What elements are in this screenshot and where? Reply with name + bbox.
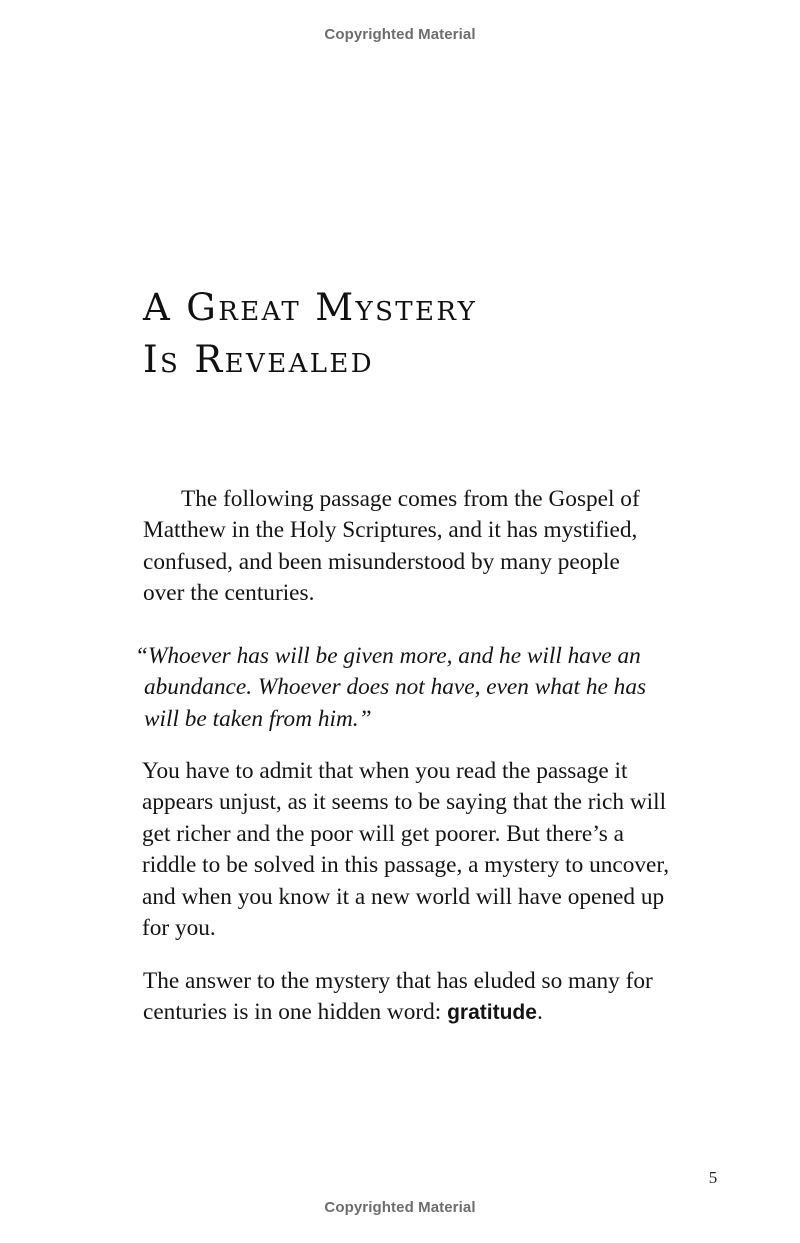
chapter-title — [143, 282, 477, 386]
explanation-line: You have to admit that when you read the passage it — [142, 758, 628, 784]
answer-line — [143, 997, 743, 1028]
answer-paragraph — [143, 966, 743, 1029]
intro-paragraph — [143, 484, 743, 610]
explanation-line: appears unjust, as it seems to be saying that the rich will — [142, 789, 667, 816]
answer-line-period: . — [536, 999, 543, 1026]
quote-line: abundance. Whoever does not have, even what he has — [144, 674, 647, 701]
answer-line-text: centuries is in one hidden word: — [143, 999, 448, 1026]
intro-line: over the centuries. — [143, 580, 315, 607]
quote-line: “Whoever has will be given more, and he will have an — [135, 643, 641, 669]
hidden-word: gratitude — [447, 1001, 537, 1025]
explanation-line: for you. — [142, 915, 216, 942]
explanation-line: riddle to be solved in this passage, a mystery to uncover, — [142, 852, 670, 879]
answer-line: The answer to the mystery that has eluded so many for — [143, 968, 653, 994]
quote-line: will be taken from him.” — [144, 705, 372, 732]
explanation-line: get richer and the poor will get poorer. But there’s a — [142, 820, 624, 847]
explanation-line: and when you know it a new world will have opened up — [142, 883, 665, 910]
chapter-title-line-2: Is Revealed — [143, 338, 375, 381]
copyright-watermark-top: Copyrighted Material — [324, 26, 476, 43]
page-number: 5 — [708, 1168, 718, 1187]
intro-line: Matthew in the Holy Scriptures, and it has mystified, — [143, 517, 638, 544]
intro-line: The following passage comes from the Gospel of — [181, 486, 640, 512]
scripture-quote — [135, 641, 735, 735]
explanation-paragraph — [142, 756, 742, 944]
chapter-title-line-1: A Great Mystery — [143, 286, 478, 329]
copyright-watermark-bottom: Copyrighted Material — [324, 1199, 476, 1216]
intro-line: confused, and been misunderstood by many people — [143, 548, 620, 575]
